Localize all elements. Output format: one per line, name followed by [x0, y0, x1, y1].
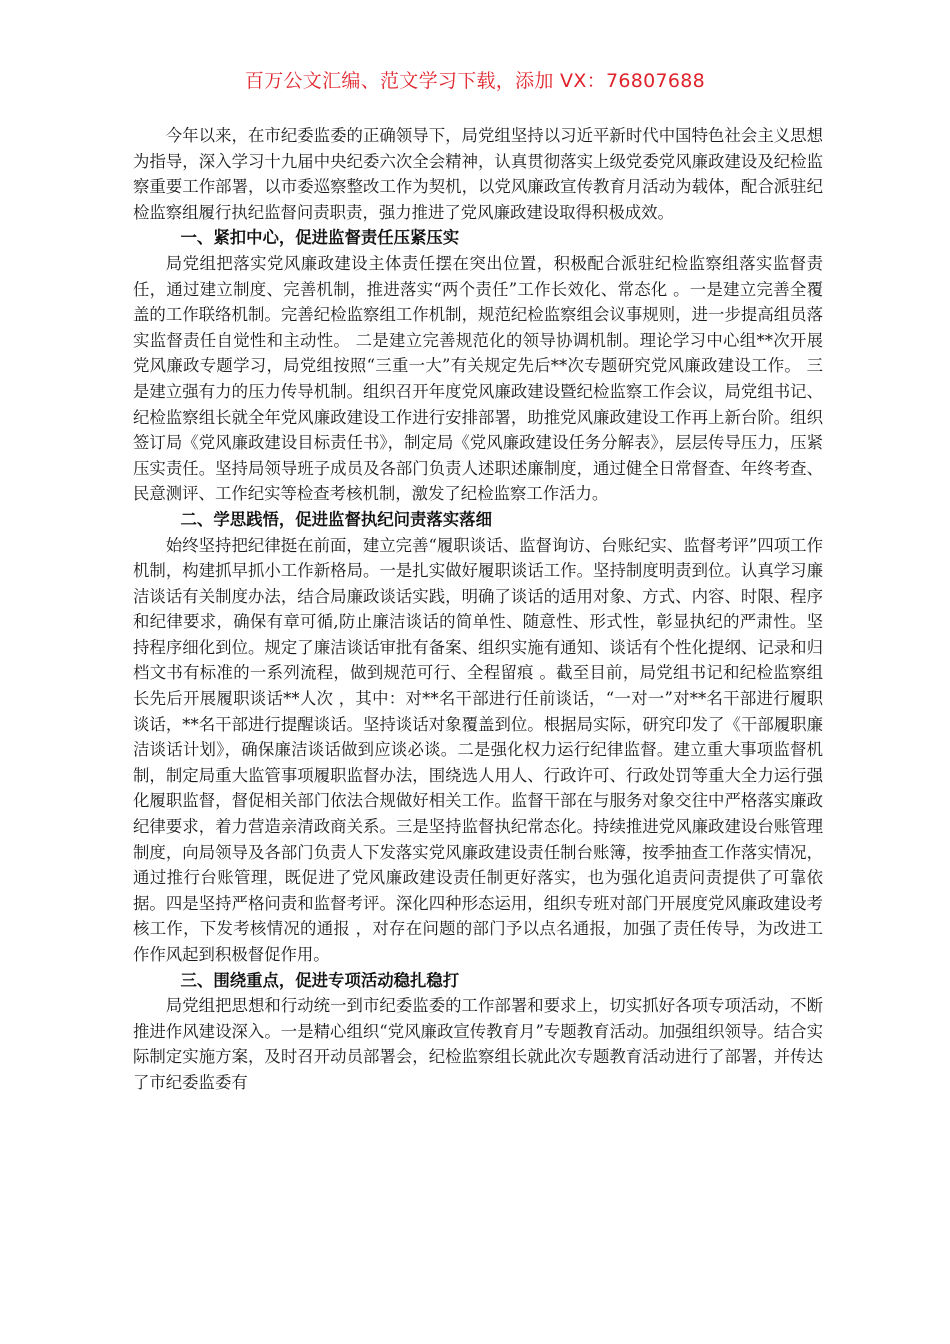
section-paragraph-3: 局党组把思想和行动统一到市纪委监委的工作部署和要求上，切实抓好各项专项活动，不断推进作风建设深入。一是精心组织“党风廉政宣传教育月”专题教育活动。加强组织领导。结合实际制定实施方案，及时召开动员部署会，纪检监察组长就此次专题教育活动进行了部署，并传达了市纪委监委有 — [133, 996, 823, 1092]
document-body — [133, 123, 823, 1096]
section-heading-1: 一、紧扣中心，促进监督责任压紧压实 — [180, 228, 460, 248]
section-paragraph-2: 始终坚持把纪律挺在前面，建立完善“履职谈话、监督询访、台账纪实、监督考评”四项工作机制，构建抓早抓小工作新格局。一是扎实做好履职谈话工作。坚持制度明责到位。认真学习廉洁谈话有关制度办法，结合局廉政谈话实践，明确了谈话的适用对象、方式、内容、时限、程序和纪律要求，确保有章可循,防止廉洁谈话的简单性、随意性、形式性，彰显执纪的严肃性。坚持程序细化到位。规定了廉洁谈话审批有备案、组织实施有通知、谈话有个性化提纲、记录和归档文书有标准的一系列流程，做到规范可行、全程留痕 。截至目前，局党组书记和纪检监察组长先后开展履职谈话**人次 ，其中：对**名干部进行任前谈话，“一对一”对**名干部进行履职谈话，**名干部进行提醒谈话。坚持谈话对象覆盖到位。根据局实际，研究印发了《干部履职廉洁谈话计划》，确保廉洁谈话做到应谈必谈。二是强化权力运行纪律监督。建立重大事项监督机制，制定局重大监管事项履职监督办法，围绕选人用人、行政许可、行政处罚等重大全力运行强化履职监督，督促相关部门依法合规做好相关工作。监督干部在与服务对象交往中严格落实廉政纪律要求，着力营造亲清政商关系。三是坚持监督执纪常态化。持续推进党风廉政建设台账管理制度，向局领导及各部门负责人下发落实党风廉政建设责任制台账簿，按季抽查工作落实情况，通过推行台账管理，既促进了党风廉政建设责任制更好落实，也为强化追责问责提供了可靠依据。四是坚持严格问责和监督考评。深化四种形态运用，组织专班对部门开展度党风廉政建设考核工作，下发考核情况的通报 ，对存在问题的部门予以点名通报，加强了责任传导，为改进工作作风起到积极督促作用。 — [133, 535, 823, 964]
intro-paragraph: 今年以来，在市纪委监委的正确领导下，局党组坚持以习近平新时代中国特色社会主义思想为指导，深入学习十九届中央纪委六次全会精神，认真贯彻落实上级党委党风廉政建设及纪检监察重要工作部署，以市委巡察整改工作为契机，以党风廉政宣传教育月活动为载体，配合派驻纪检监察组履行执纪监督问责职责，强力推进了党风廉政建设取得积极成效。 — [133, 126, 823, 222]
section-heading-3: 三、围绕重点，促进专项活动稳扎稳打 — [180, 970, 460, 990]
header-banner: 百万公文汇编、范文学习下载，添加 VX：76807688 — [244, 70, 706, 92]
section-paragraph-1: 局党组把落实党风廉政建设主体责任摆在突出位置，积极配合派驻纪检监察组落实监督责任，通过建立制度、完善机制，推进落实“两个责任”工作长效化、常态化 。一是建立完善全覆盖的工作联络机制。完善纪检监察组工作机制，规范纪检监察组会议事规则，进一步提高组员落实监督责任自觉性和主动性。 二是建立完善规范化的领导协调机制。理论学习中心组**次开展党风廉政专题学习，局党组按照“三重一大”有关规定先后**次专题研究党风廉政建设工作。 三是建立强有力的压力传导机制。组织召开年度党风廉政建设暨纪检监察工作会议，局党组书记、纪检监察组长就全年党风廉政建设工作进行安排部署，助推党风廉政建设工作再上新台阶。组织签订局《党风廉政建设目标责任书》，制定局《党风廉政建设任务分解表》，层层传导压力，压紧压实责任。坚持局领导班子成员及各部门负责人述职述廉制度，通过健全日常督查、年终考查、民意测评、工作纪实等检查考核机制，激发了纪检监察工作活力。 — [133, 253, 823, 504]
section-heading-2: 二、学思践悟，促进监督执纪问责落实落细 — [180, 509, 492, 529]
